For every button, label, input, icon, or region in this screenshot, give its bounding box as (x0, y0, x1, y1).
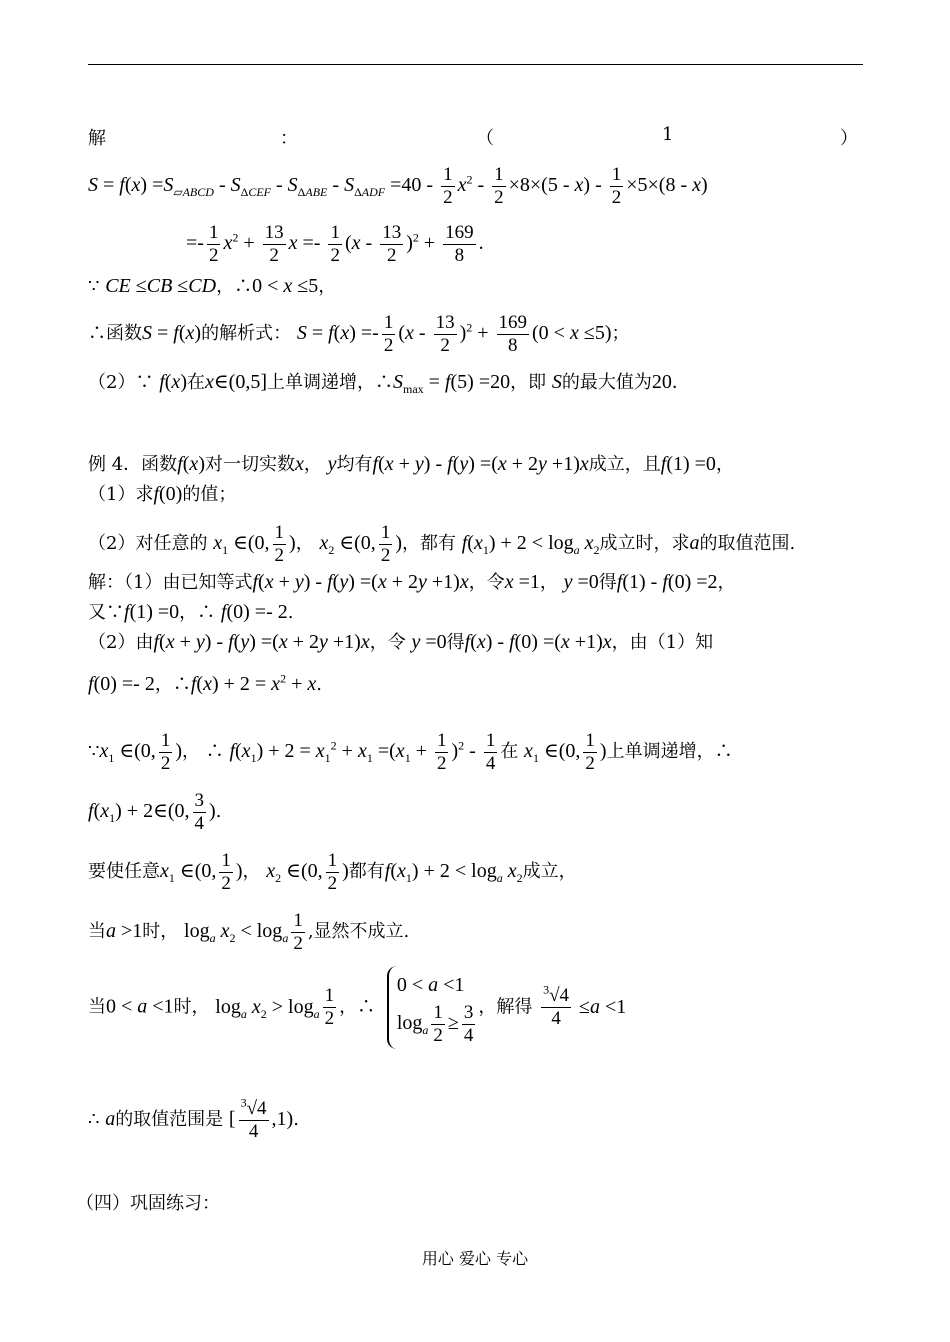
ji-text: ，即 (510, 372, 547, 393)
header-rule (88, 64, 863, 65)
y-text: 均有 (336, 454, 373, 475)
q1-text: （1）求 (88, 484, 154, 505)
when2-b: 时， (173, 996, 210, 1018)
s1-you: 又∵ (88, 602, 124, 623)
solution-label-number: 1 (662, 124, 674, 145)
system-brace: 0 < a <1 $\log_a$ $\frac{1}{2}$ ≥ $\frac{3}{4}$ (387, 966, 479, 1049)
when1-b: 时， (142, 921, 179, 943)
q1-end: 的值； (182, 484, 237, 505)
sol4-step2b: f(0) =- 2，∴f(x) + $2 = x^2 + x$. (88, 671, 322, 695)
sol4-step3: $\because x_1$ ∈(0, $\frac{1}{2}$ )， ∴ $f(x_1) + 2 = x_1^2 + x_1 =(x_1$ + $\frac{1}{2}$ )$^2$ - $\frac{1}{4}$ 在 $x_1$ ∈(0, $\frac{1}{2}$ )上单调递增，∴ (88, 730, 733, 774)
question1: （1）求f(0)的值； (88, 483, 237, 505)
solution-label-rparen: ） (840, 128, 858, 149)
solution-label-colon: ： (280, 128, 298, 149)
condition-line: ∵ CE ≤CB ≤CD，∴0 < x ≤5， (88, 275, 337, 297)
solution-label-jie: 解 (88, 128, 106, 149)
hold-text: 成立，且 (588, 454, 661, 475)
sol4-requirement: 要使任意$x_1$ ∈(0, $\frac{1}{2}$ )， $x_2$ ∈(0, $\frac{1}{2}$ )都有$f(x_1) + 2 < \log_a x_2$成立， (88, 850, 577, 894)
req-b: 都有 (348, 861, 385, 883)
formula-area: $S = f(x) =S_{▱ABCD} - S_{\Delta CEF} - S_{\Delta ABE} - S_{\Delta ADF} =40$ - $\frac{1}{2}$ $x^2$ - $\frac{1}{2}$ ×8×(5 - x) - $\frac{1}{2}$ ×5×(8 - x) (88, 164, 708, 208)
jiede-text: ，解得 (478, 996, 533, 1018)
s1-text: 解：（1）由已知等式 (88, 572, 253, 593)
question2: （2）对任意的 $x_1$ ∈(0, $\frac{1}{2}$ )， $x_2$ ∈(0, $\frac{1}{2}$ )，都有 $f(x_1) + 2 < \log_a x_2$成立时，求a的取值范围. (88, 522, 796, 566)
zai-text: 在 (186, 372, 205, 393)
function-expression-line: ∴函数S = f(x)的解析式： S = f(x) =- $\frac{1}{2}$ (x - $\frac{13}{2}$ )$^2$ + $\frac{169}{8}$ (0 < x ≤5)； (88, 312, 630, 356)
no-text: 显然不成立. (313, 921, 410, 943)
page-footer: 用心 爱心 专心 (421, 1249, 529, 1268)
zai-text-2: 在 (500, 741, 519, 763)
s2-so: ，∴ (154, 674, 191, 695)
solution-label-lparen: （ (476, 128, 494, 149)
q2-c: 成立时，求 (599, 533, 690, 555)
when1-text: 当 (88, 921, 106, 943)
area-text: 的解析式： (201, 323, 292, 345)
s1-de: 得 (598, 572, 617, 593)
sol4-range: ∴ a的取值范围是 [ $\frac{^3√4}{4}$ ,1). (88, 1095, 299, 1142)
q2-b: ，都有 (401, 533, 456, 555)
all-text: 对一切实数 (204, 454, 295, 475)
sol4-step1b: 又∵f(1) =0，∴ f(0) =- 2. (88, 601, 294, 623)
because-symbol: ∵ (88, 276, 100, 297)
s2-de: 得 (446, 632, 465, 653)
func-text: ∴函数 (88, 323, 142, 345)
part2-line: （2）∵ f(x)在x∈(0,5]上单调递增，$\therefore S_{max} = f(5) =20$，即 S的最大值为20． (88, 371, 690, 396)
therefore-text: ∴ (88, 1109, 100, 1131)
section-heading: （四）巩固练习： (76, 1193, 220, 1214)
s2-text: （2）由 (88, 632, 154, 653)
sol4-case1: 当a >1时， $\log_a x_2 < \log_a$ $\frac{1}{2}$ ,显然不成立. (88, 910, 410, 954)
sol4-step3b: $f(x_1)$ + 2∈(0, $\frac{3}{4}$ ). (88, 790, 222, 834)
q2-text: （2）对任意的 (88, 533, 208, 555)
part2-lead: （2）∵ (88, 372, 154, 393)
range-text: 的取值范围是 (115, 1109, 224, 1131)
sol4-step1: 解：（1）由已知等式f(x + y) - f(y) =(x + 2y +1)x，令x =1， y =0得f(1) - f(0) =2， (88, 571, 736, 593)
q2-d: 的取值范围. (699, 533, 796, 555)
inc-text: 上单调递增，∴ (267, 372, 393, 393)
example4-statement: 例 4．函数f(x)对一切实数x， y均有f(x + y) - f(y) =(x + 2y +1)x成立，且f(1) =0， (88, 453, 734, 475)
s2-ling: ，令 (369, 632, 406, 653)
sol4-case2: 当0 < a <1时， $\log_a x_2 > \log_a$ $\frac{1}{2}$ ，∴ 0 < a <1 $\log_a$ $\frac{1}{2}$ ≥ $\frac{3}{4}$ ，解得 $\frac{^3√4}{4}$ ≤a <1 (88, 966, 626, 1049)
s1-ling: ，令 (468, 572, 505, 593)
example4-head: 例 4．函数 (88, 454, 178, 475)
sep-text: ，∴ (216, 276, 253, 297)
s2-you: ，由（1）知 (611, 632, 714, 653)
req-text: 要使任意 (88, 861, 160, 883)
maxof-text: 的最大值为 (561, 372, 652, 393)
sol4-step2: （2）由f(x + y) - f(y) =(x + 2y +1)x，令 y =0得f(x) - f(0) =(x +1)x，由（1）知 (88, 631, 714, 653)
inc-text-2: 上单调递增，∴ (606, 741, 733, 763)
formula-area-simplified: =- $\frac{1}{2}$ $x^2$ + $\frac{13}{2}$ x =- $\frac{1}{2}$ (x - $\frac{13}{2}$ )$^2$ + $\frac{169}{8}$ . (186, 222, 484, 266)
req-c: 成立， (522, 861, 577, 883)
end-text: ． (671, 372, 690, 393)
when2-text: 当 (88, 996, 106, 1018)
